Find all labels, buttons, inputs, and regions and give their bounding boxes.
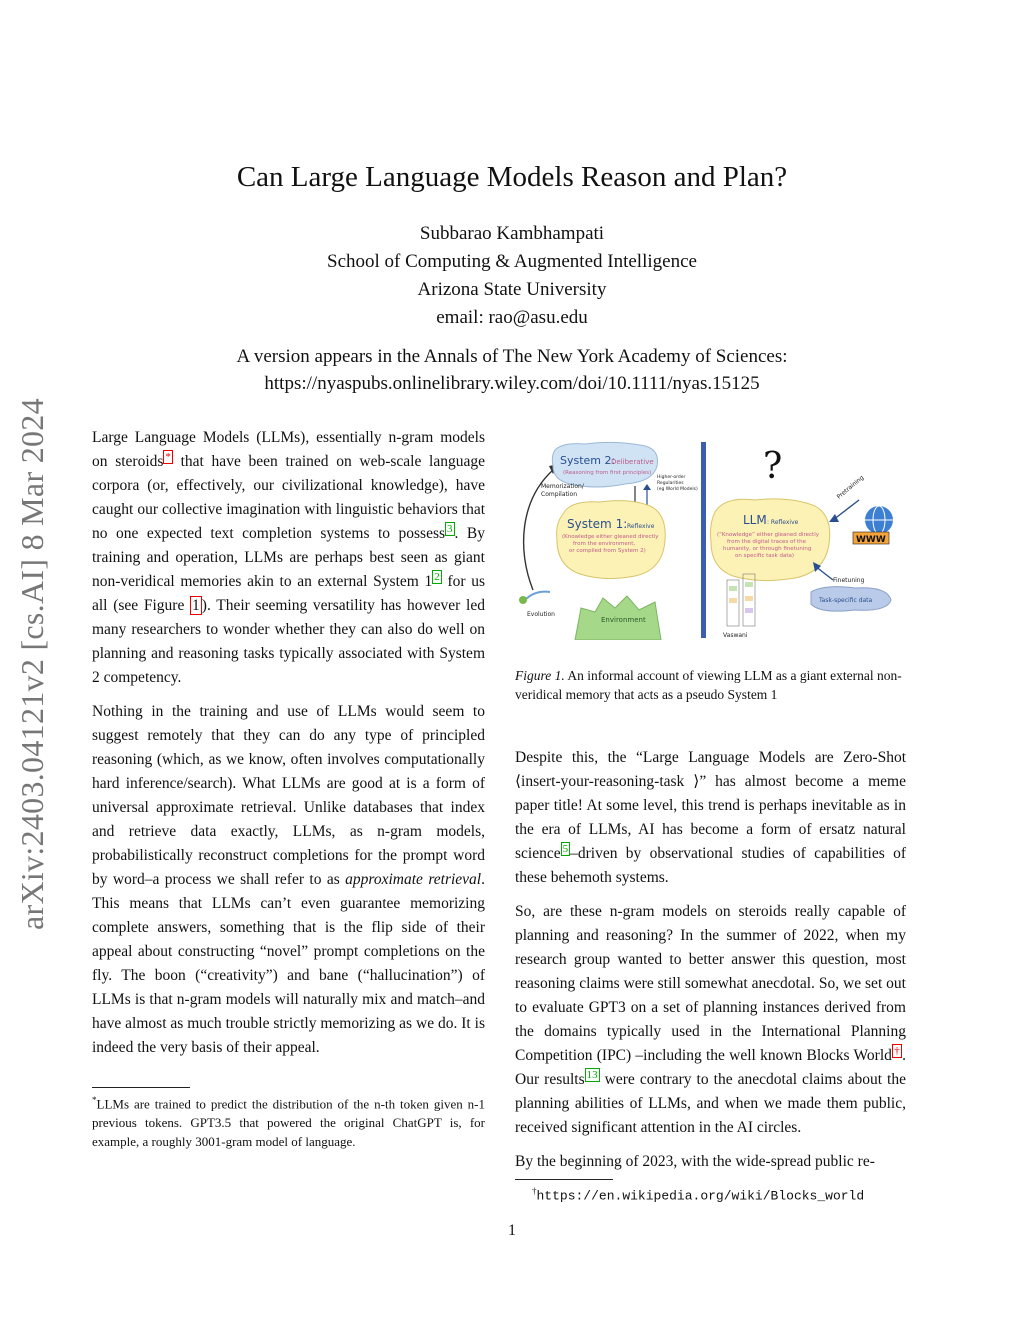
author-email[interactable]: email: rao@asu.edu	[436, 307, 588, 328]
footnote-marker[interactable]: †	[893, 1044, 901, 1057]
author-university: Arizona State University	[417, 279, 607, 300]
paragraph-meme: Despite this, the “Large Language Models are Zero-Shot ⟨insert-your-reasoning-task ⟩” has almost become a meme paper title! At some level, this trend is perhaps inevitable as in the era of LLMs, AI has become a form of ersatz natural science $^5$ –driven by observational studies of capabilities of these behemoth systems.	[515, 749, 906, 886]
llm-note-3: humanity, or through finetuning	[723, 546, 812, 552]
left-column	[92, 426, 485, 1070]
citation-link[interactable]: 13	[586, 1068, 598, 1081]
vaswani-label: Vaswani	[723, 632, 748, 639]
page-number: 1	[508, 1222, 516, 1239]
doi-link[interactable]: https://nyaspubs.onlinelibrary.wiley.com/doi/10.1111/nyas.15125	[264, 373, 760, 394]
figure-ref-link[interactable]: 1	[192, 597, 200, 614]
figure-caption: Figure 1. An informal account of viewing LLM as a giant external non-veridical memory that acts as a pseudo System 1	[515, 668, 902, 702]
compilation-label: Compilation	[541, 491, 578, 498]
footnote-left: *LLMs are trained to predict the distribution of the n-th token given n-1 previous tokens. GPT3.5 that powered the original ChatGPT is, for example, a roughly 3001-gram model of language.	[92, 1095, 485, 1150]
right-column	[515, 746, 906, 1184]
www-label: WWW	[856, 535, 886, 545]
author-affiliation: School of Computing & Augmented Intelligence	[327, 251, 697, 272]
paragraph-2023: By the beginning of 2023, with the wide-spread public re-	[515, 1153, 875, 1170]
arxiv-sidebar-stamp: arXiv:2403.04121v2 [cs.AI] 8 Mar 2024	[14, 398, 50, 930]
figure-divider	[701, 442, 706, 638]
system1-note-3: or compiled from System 2)	[569, 548, 646, 554]
system2-title: System 2:	[560, 454, 616, 467]
evolution-label: Evolution	[527, 611, 555, 618]
author-name: Subbarao Kambhampati	[419, 223, 605, 244]
regularities-label: Regularities	[657, 481, 684, 486]
system1-sub: Reflexive	[627, 523, 655, 530]
footnote-rule	[92, 1087, 190, 1088]
figure-llm-system1	[515, 440, 910, 640]
citation-link[interactable]: 5	[562, 842, 569, 855]
system1-note-2: from the environment,	[573, 541, 636, 547]
question-mark: ?	[763, 446, 783, 487]
system2-sub: Deliberative	[611, 458, 654, 466]
paragraph-evaluation: So, are these n-gram models on steroids really capable of planning and reasoning? In the summer of 2022, when my research group wanted to better answer this question, most reasoning claims were still somewhat anecdotal. So, we set out to evaluate GPT3 on a set of planning instances derived from the domains typically used in the International Planning Competition (IPC) –including the well known Blocks World † . Our results $^{13}$ were contrary to the anecdotal claims about the planning abilities of LLMs, and when we made them public, received significant attention in the AI circles.	[515, 903, 906, 1136]
footnote-marker[interactable]: *	[165, 450, 171, 463]
system2-note: (Reasoning from first principles)	[563, 470, 652, 476]
llm-sub: : Reflexive	[767, 519, 799, 526]
footnote-right: †https://en.wikipedia.org/wiki/Blocks_world	[532, 1186, 865, 1204]
finetuning-label: Finetuning	[833, 577, 865, 584]
higher-order-label: Higher-order	[657, 475, 686, 480]
caption-label: Figure 1.	[515, 668, 565, 683]
citation-link[interactable]: 3	[447, 522, 453, 535]
llm-note-1: (“Knowledge” either gleaned directly	[717, 532, 819, 538]
citation-link[interactable]: 2	[434, 570, 440, 583]
paragraph-retrieval: Nothing in the training and use of LLMs would seem to suggest remotely that they can do any type of principled reasoning (which, as we know, often involves computationally hard inference/search). What LLMs are good at is a form of universal approximate retrieval. Unlike databases that index and retrieve data exactly, LLMs, as n-gram models, probabilistically reconstruct completions for the prompt word by word–a process we shall refer to as approximate retrieval. This means that LLMs can’t even guarantee memorizing complete answers, something that is the flip side of their appeal about constructing “novel” prompt completions on the fly. The boon (“creativity”) and bane (“hallucination”) of LLMs is that n-gram models will naturally mix and match–and have almost as much trouble strictly memorizing as we do. It is indeed the very basis of their appeal.	[92, 703, 485, 1056]
blocks-world-link[interactable]: https://en.wikipedia.org/wiki/Blocks_world	[536, 1188, 865, 1204]
system1-note-1: (Knowledge either gleaned directly	[562, 534, 659, 540]
llm-note-4: on specific task data)	[735, 553, 794, 559]
environment-label: Environment	[601, 616, 646, 624]
footnote-rule	[515, 1179, 613, 1180]
paper-title: Can Large Language Models Reason and Plan?	[236, 161, 788, 193]
paragraph-intro: Large Language Models (LLMs), essentially n-gram models on steroids * that have been trained on web-scale language corpora (or, effectively, our civilizational knowledge), have caught our collective imagination with linguistic behaviors that no one expected text completion systems to possess $^3$ . By training and operation, LLMs are perhaps best seen as giant non-veridical memories akin to an external System 1 $^2$ for us all (see Figure 1 ). Their seeming versatility has however led many researchers to wonder whether they can also do well on planning and reasoning tasks typically associated with System 2 competency.	[92, 429, 486, 686]
memorization-label: Memorization/	[541, 483, 584, 490]
world-models-label: (eg World Models)	[657, 487, 698, 492]
llm-title: LLM	[743, 513, 767, 527]
pretraining-label: Pretraining	[835, 474, 866, 501]
llm-note-2: from the digital traces of the	[727, 539, 807, 545]
task-data-label: Task-specific data	[819, 597, 873, 604]
system1-title: System 1:	[567, 517, 628, 531]
version-note: A version appears in the Annals of The New York Academy of Sciences:	[236, 346, 788, 367]
